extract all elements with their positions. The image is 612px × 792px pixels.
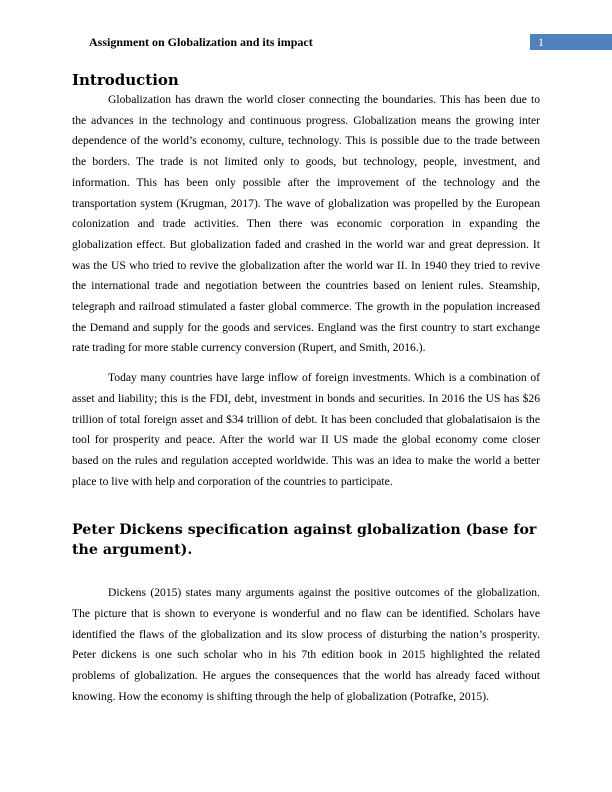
- peter-dickens-paragraph-1: Dickens (2015) states many arguments against the positive outcomes of the globalization. The picture that is shown to everyone is wonderful and no flaw can be identified. Scholars have identified the flaws of the globalization and its slow process of disturbing the nation’s prosperity. Peter dickens is one such scholar who in his 7th edition book in 2015 highlighted the related problems of globalization. He argues the consequences that the world has already faced without knowing. How the economy is shifting through the help of globalization (Potrafke, 2015).: [72, 586, 540, 703]
- introduction-paragraph-2: Today many countries have large inflow of foreign investments. Which is a combination of asset and liability; this is the FDI, debt, investment in bonds and securities. In 2016 the US has $26 trillion of total foreign asset and $34 trillion of debt. It has been concluded that globalatisaion is the tool for prosperity and peace. After the world war II US made the global economy come closer based on the rules and regulation accepted worldwide. This was an idea to make the world a better place to live with help and corporation of the countries to participate.: [72, 371, 540, 488]
- document-body: [72, 70, 540, 708]
- running-header-title: Assignment on Globalization and its impact: [89, 35, 313, 49]
- page-number-bar: [530, 34, 612, 50]
- page-number: 1: [538, 35, 544, 49]
- section-heading-peter-dickens: Peter Dickens specification against globalization (base for the argument).: [72, 522, 537, 559]
- introduction-paragraph-1: Globalization has drawn the world closer connecting the boundaries. This has been due to the advances in the technology and continuous progress. Globalization means the growing inter dependence of the world’s economy, culture, technology. This is possible due to the trade between the borders. The trade is not limited only to goods, but technology, people, investment, and information. This has been only possible after the improvement of the technology and the transportation system (Krugman, 2017). The wave of globalization was propelled by the European colonization and trade activities. Then there was economic corporation in expanding the globalization effect. But globalization faded and crashed in the world war and great depression. It was the US who tried to revive the globalization after the world war II. In 1940 they tried to revive the international trade and negotiation between the countries based on lenient rules. Steamship, telegraph and railroad stimulated a faster global commerce. The growth in the population increased the Demand and supply for the goods and services. England was the first country to start exchange rate trading for more stable currency conversion (Rupert, and Smith, 2016.).: [72, 93, 540, 355]
- section-heading-introduction: Introduction: [72, 71, 179, 89]
